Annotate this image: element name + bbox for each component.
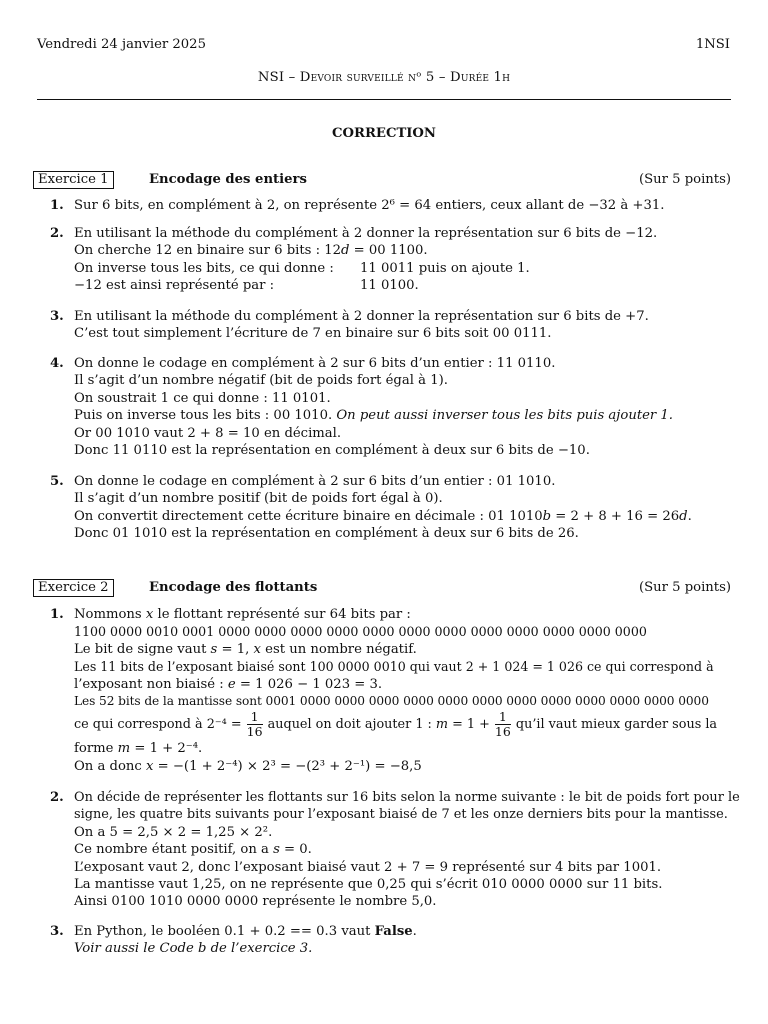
text-span: .	[412, 924, 417, 939]
text-line: On a 5 = 2,5 × 2 = 1,25 × 2².	[74, 824, 273, 840]
italic-note: Voir aussi le Code b de l’exercice 3.	[74, 941, 313, 957]
fraction	[495, 710, 511, 739]
text-line: On donne le codage en complément à 2 sur 6 bits d’un entier : 01 1010.	[74, 474, 556, 489]
exercise-1-points: (Sur 5 points)	[638, 172, 731, 187]
header-date: Vendredi 24 janvier 2025	[37, 37, 206, 52]
text-line	[74, 277, 732, 294]
text-line: On soustrait 1 ce qui donne : 11 0101.	[74, 390, 331, 406]
text-span: auquel on doit ajouter 1 : 𝑚 = 1 +	[267, 717, 490, 733]
text-line: Les 11 bits de l’exposant biaisé sont 100 0000 0010 qui vaut 2 + 1 024 = 1 026 ce qui correspond à	[74, 659, 714, 675]
text-line: Il s’agit d’un nombre négatif (bit de poids fort égal à 1).	[74, 373, 448, 389]
text-span: ce qui correspond à 2⁻⁴ =	[74, 717, 242, 733]
question-number: 5.	[50, 474, 64, 489]
text-span: 11 0100.	[360, 278, 419, 294]
text-span: On inverse tous les bits, ce qui donne :	[74, 260, 334, 276]
text-line: Donc 01 1010 est la représentation en complément à deux sur 6 bits de 26.	[74, 526, 579, 542]
text-line: Donc 11 0110 est la représentation en complément à deux sur 6 bits de −10.	[74, 443, 590, 459]
text-span: En Python, le booléen 0.1 + 0.2 == 0.3 vaut	[74, 924, 371, 939]
text-line: On décide de représenter les flottants sur 16 bits selon la norme suivante : le bit de poids fort pour le	[74, 790, 740, 805]
text-line: Sur 6 bits, en complément à 2, on représente 2⁶ = 64 entiers, ceux allant de −32 à +31.	[74, 198, 665, 213]
fraction-denominator: 16	[494, 724, 511, 740]
fraction-numerator: 1	[250, 709, 259, 725]
exercise-2-title: Encodage des flottants	[149, 580, 318, 595]
text-line: signe, les quatre bits suivants pour l’exposant biaisé de 7 et les onze derniers bits pour la mantisse.	[74, 807, 728, 823]
text-line: On convertit directement cette écriture binaire en décimale : 01 1010𝑏 = 2 + 8 + 16 = 26𝑑.	[74, 508, 692, 524]
exercise-1-label: Exercice 1	[33, 171, 114, 189]
text-line: C’est tout simplement l’écriture de 7 en binaire sur 6 bits soit 00 0111.	[74, 326, 552, 342]
text-line: Les 52 bits de la mantisse sont 0001 0000 0000 0000 0000 0000 0000 0000 0000 0000 0000 0000 0000	[74, 694, 709, 709]
text-line: 1100 0000 0010 0001 0000 0000 0000 0000 0000 0000 0000 0000 0000 0000 0000 0000	[74, 624, 647, 640]
text-line	[74, 260, 732, 277]
bold-false: False	[374, 924, 413, 939]
text-line	[74, 923, 732, 940]
text-span: −12 est ainsi représenté par :	[74, 278, 275, 294]
exercise-1-title: Encodage des entiers	[149, 172, 307, 187]
question-number: 1.	[50, 198, 64, 213]
fraction-numerator: 1	[498, 709, 507, 725]
italic-note: On peut aussi inverser tous les bits puis ajouter 1.	[336, 408, 673, 424]
text-span: Puis on inverse tous les bits : 00 1010.	[74, 408, 333, 424]
text-line	[74, 710, 732, 740]
correction-heading: CORRECTION	[332, 126, 436, 141]
text-line: forme 𝑚 = 1 + 2⁻⁴.	[74, 741, 203, 757]
text-line: Ainsi 0100 1010 0000 0000 représente le nombre 5,0.	[74, 894, 437, 910]
text-line	[74, 407, 732, 424]
text-line: En utilisant la méthode du complément à 2 donner la représentation sur 6 bits de −12.	[74, 226, 658, 241]
question-number: 2.	[50, 790, 64, 805]
title-rule	[37, 99, 731, 100]
text-line: l’exposant non biaisé : 𝑒 = 1 026 − 1 023 = 3.	[74, 676, 383, 692]
fraction	[247, 710, 263, 739]
text-line: L’exposant vaut 2, donc l’exposant biaisé vaut 2 + 7 = 9 représenté sur 4 bits par 1001.	[74, 859, 662, 875]
exercise-2-label: Exercice 2	[33, 579, 114, 597]
text-line: Nommons 𝑥 le flottant représenté sur 64 bits par :	[74, 607, 411, 622]
exercise-2-header	[33, 579, 731, 597]
question-number: 3.	[50, 924, 64, 939]
question-number: 1.	[50, 607, 64, 622]
fraction-denominator: 16	[246, 724, 263, 740]
question-number: 2.	[50, 226, 64, 241]
text-line: On cherche 12 en binaire sur 6 bits : 12𝑑 = 00 1100.	[74, 243, 428, 259]
exercise-2-points: (Sur 5 points)	[638, 580, 731, 595]
text-line: Or 00 1010 vaut 2 + 8 = 10 en décimal.	[74, 425, 342, 441]
text-line: La mantisse vaut 1,25, on ne représente que 0,25 qui s’écrit 010 0000 0000 sur 11 bits.	[74, 877, 663, 893]
exercise-1-header	[33, 171, 731, 189]
text-span: qu’il vaut mieux garder sous la	[515, 717, 718, 733]
text-line: On donne le codage en complément à 2 sur 6 bits d’un entier : 11 0110.	[74, 356, 556, 371]
text-line: Le bit de signe vaut 𝑠 = 1, 𝑥 est un nombre négatif.	[74, 641, 417, 657]
text-line: En utilisant la méthode du complément à 2 donner la représentation sur 6 bits de +7.	[74, 309, 649, 324]
question-number: 3.	[50, 309, 64, 324]
page-title: NSI – Devoir surveillé nᵒ 5 – Durée 1h	[257, 70, 511, 85]
text-span: 11 0011 puis on ajoute 1.	[360, 260, 530, 276]
header-class: 1NSI	[695, 37, 730, 52]
question-number: 4.	[50, 356, 64, 371]
text-line: Ce nombre étant positif, on a 𝑠 = 0.	[74, 842, 312, 858]
text-line: Il s’agit d’un nombre positif (bit de poids fort égal à 0).	[74, 491, 443, 507]
text-line: On a donc 𝑥 = −(1 + 2⁻⁴) × 2³ = −(2³ + 2⁻¹) = −8,5	[74, 758, 422, 774]
